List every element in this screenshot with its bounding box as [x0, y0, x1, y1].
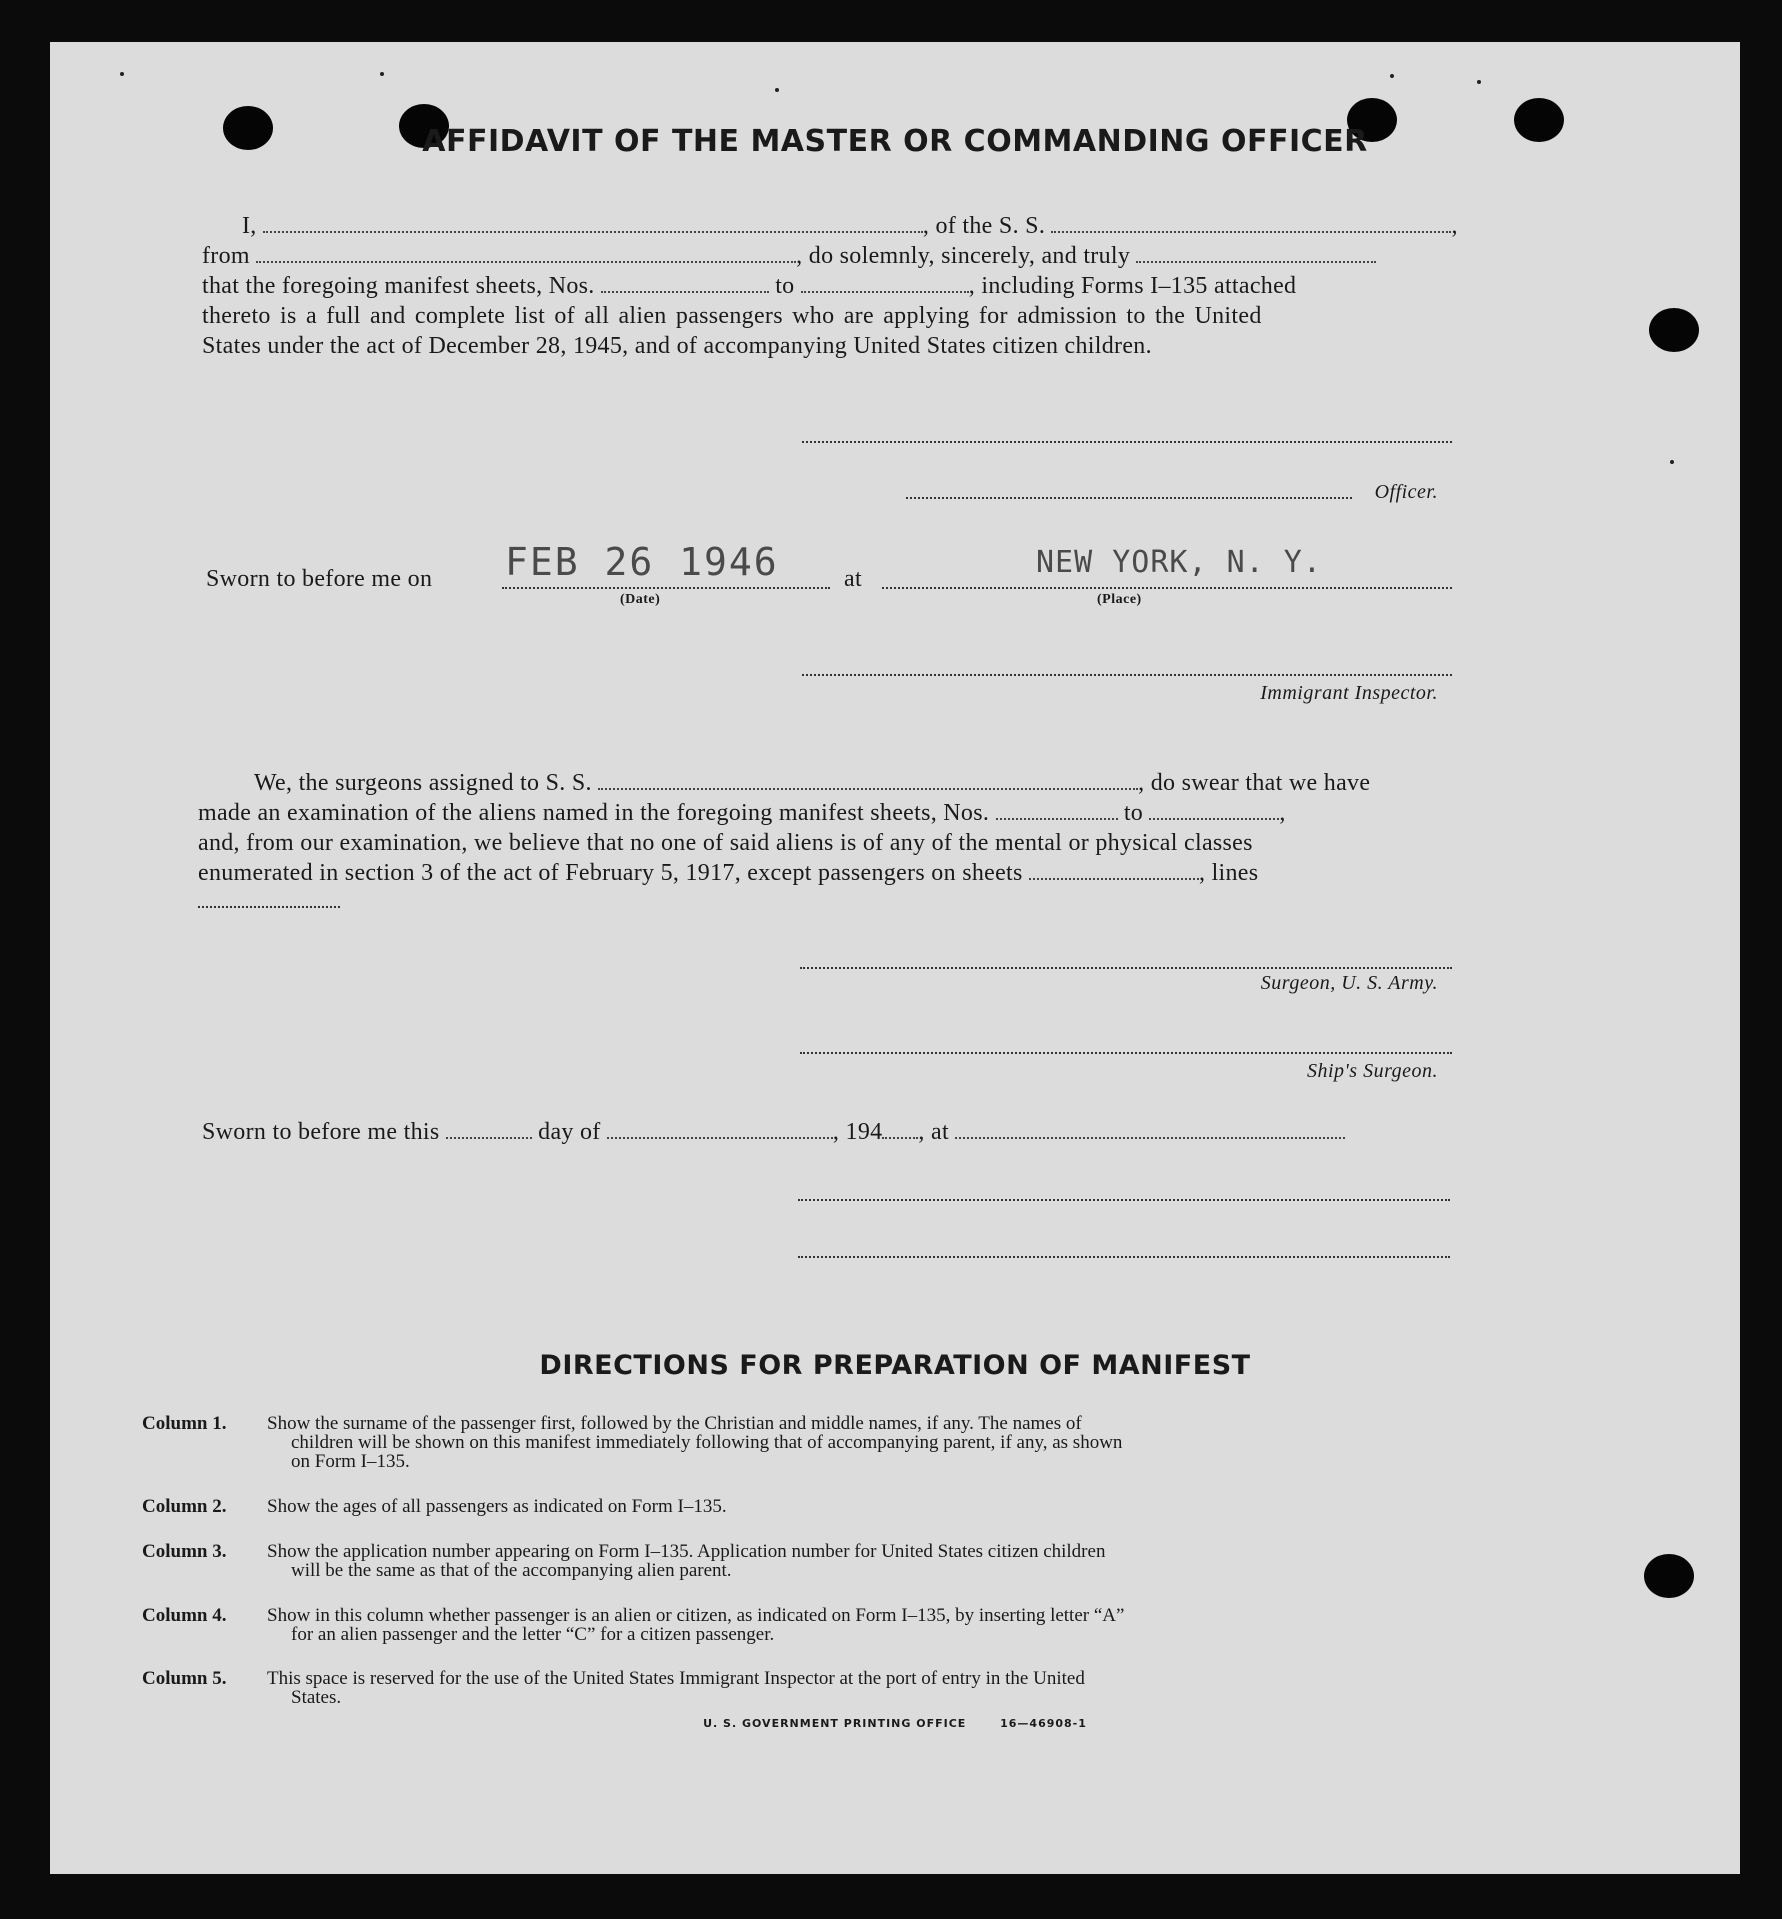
sworn-text: , at [918, 1119, 949, 1145]
speck [380, 72, 384, 76]
place-caption: (Place) [1097, 592, 1142, 607]
year-field[interactable] [882, 1119, 918, 1139]
affidavit-text: from [202, 243, 250, 269]
surgeons-line-4 [198, 858, 1258, 888]
page-title: AFFIDAVIT OF THE MASTER OR COMMANDING OFFICER [422, 124, 1368, 159]
form-sheet [50, 42, 1740, 1874]
surgeon-sheet-from-field[interactable] [996, 800, 1118, 820]
speck [1477, 80, 1481, 84]
direction-text: This space is reserved for the use of the United States Immigrant Inspector at the port of entry in the United [267, 1668, 1085, 1689]
directions-title: DIRECTIONS FOR PREPARATION OF MANIFEST [539, 1350, 1251, 1381]
surgeons-text: enumerated in section 3 of the act of February 5, 1917, except passengers on sheets [198, 860, 1023, 886]
sworn-text: day of [538, 1119, 601, 1145]
inspector-label: Immigrant Inspector. [1260, 682, 1438, 704]
surgeons-line-1 [198, 768, 1370, 798]
direction-text: Show the surname of the passenger first, followed by the Christian and middle names, if any. The names of [267, 1413, 1082, 1434]
place-field[interactable] [882, 587, 1452, 589]
direction-text: Show the ages of all passengers as indicated on Form I–135. [267, 1496, 727, 1517]
lines-field[interactable] [198, 906, 340, 908]
name-field[interactable] [263, 213, 923, 233]
affidavit-line-4: thereto is a full and complete list of all alien passengers who are applying for admission to the United [202, 303, 1262, 329]
direction-text: on Form I–135. [291, 1451, 410, 1472]
affidavit-text: , including Forms I–135 attached [968, 273, 1297, 299]
direction-text: Show the application number appearing on Form I–135. Application number for United States citizen children [267, 1541, 1106, 1562]
direction-item [142, 1414, 1502, 1471]
surgeons-text: , [1279, 800, 1286, 826]
affidavit-text: , do solemnly, sincerely, and truly [796, 243, 1131, 269]
place-stamp: NEW YORK, N. Y. [1036, 545, 1322, 580]
officer-label: Officer. [1374, 481, 1438, 503]
affidavit-line-1 [202, 211, 1458, 241]
direction-item [142, 1669, 1502, 1707]
sworn-title-line[interactable] [798, 1256, 1450, 1258]
surgeons-text: made an examination of the aliens named in the foregoing manifest sheets, Nos. [198, 800, 990, 826]
affidavit-line-5: States under the act of December 28, 1945, and of accompanying United States citizen children. [202, 333, 1152, 359]
affidavit-text: I, [242, 213, 257, 239]
punch-hole [1649, 308, 1699, 352]
at-label: at [844, 566, 862, 592]
ship-surgeon-label: Ship's Surgeon. [1306, 1060, 1438, 1082]
affidavit-line-3 [202, 271, 1296, 301]
inspector-signature-line[interactable] [802, 674, 1452, 676]
day-field[interactable] [446, 1119, 532, 1139]
direction-item [142, 1542, 1502, 1580]
date-field[interactable] [502, 587, 830, 589]
surgeon-ship-field[interactable] [598, 770, 1138, 790]
surgeon-sheet-to-field[interactable] [1149, 800, 1279, 820]
surgeons-text: , lines [1198, 860, 1259, 886]
sworn-place-field[interactable] [955, 1119, 1345, 1139]
surgeons-line-2 [198, 798, 1286, 828]
direction-text: for an alien passenger and the letter “C” for a citizen passenger. [291, 1624, 775, 1645]
sworn-signature-line[interactable] [798, 1199, 1450, 1201]
sheet-from-field[interactable] [601, 273, 769, 293]
affidavit-text: , [1451, 213, 1458, 239]
column-label: Column 4. [142, 1605, 227, 1626]
sworn-text: Sworn to before me this [202, 1119, 440, 1145]
sheet-to-field[interactable] [801, 273, 969, 293]
direction-item [142, 1606, 1502, 1644]
speck [1390, 74, 1394, 78]
direction-text: children will be shown on this manifest immediately following that of accompanying parent, if any, as shown [291, 1432, 1123, 1453]
direction-item [142, 1497, 1502, 1516]
sworn-text: , 194 [832, 1119, 883, 1145]
oath-field[interactable] [1136, 243, 1376, 263]
officer-signature-line[interactable] [802, 441, 1452, 443]
ship-surgeon-signature-line[interactable] [800, 1052, 1452, 1054]
army-surgeon-label: Surgeon, U. S. Army. [1260, 972, 1438, 994]
surgeons-text: to [1123, 800, 1144, 826]
from-field[interactable] [256, 243, 796, 263]
column-label: Column 1. [142, 1413, 227, 1434]
column-label: Column 2. [142, 1496, 227, 1517]
speck [775, 88, 779, 92]
speck [1670, 460, 1674, 464]
direction-text: States. [291, 1687, 342, 1708]
affidavit-text: to [775, 273, 795, 299]
direction-text: will be the same as that of the accompanying alien parent. [291, 1560, 732, 1581]
surgeons-line-3: and, from our examination, we believe that no one of said aliens is of any of the mental or physical classes [198, 830, 1253, 856]
speck [120, 72, 124, 76]
printer-imprint: U. S. GOVERNMENT PRINTING OFFICE 16—46908-1 [703, 1717, 1087, 1730]
sworn-this-line [202, 1117, 1345, 1147]
ship-name-field[interactable] [1051, 213, 1451, 233]
surgeons-text: We, the surgeons assigned to S. S. [254, 770, 592, 796]
column-label: Column 3. [142, 1541, 227, 1562]
column-label: Column 5. [142, 1668, 227, 1689]
affidavit-line-2 [202, 241, 1376, 271]
punch-hole [1644, 1554, 1694, 1598]
sworn-on-label: Sworn to before me on [206, 566, 433, 592]
month-field[interactable] [607, 1119, 833, 1139]
date-stamp: FEB 26 1946 [505, 540, 779, 584]
affidavit-text: , of the S. S. [922, 213, 1046, 239]
direction-text: Show in this column whether passenger is an alien or citizen, as indicated on Form I–135, by inserting letter “A” [267, 1605, 1125, 1626]
except-sheets-field[interactable] [1029, 860, 1199, 880]
surgeons-text: , do swear that we have [1138, 770, 1371, 796]
army-surgeon-signature-line[interactable] [800, 967, 1452, 969]
affidavit-text: that the foregoing manifest sheets, Nos. [202, 273, 595, 299]
date-caption: (Date) [620, 592, 661, 607]
